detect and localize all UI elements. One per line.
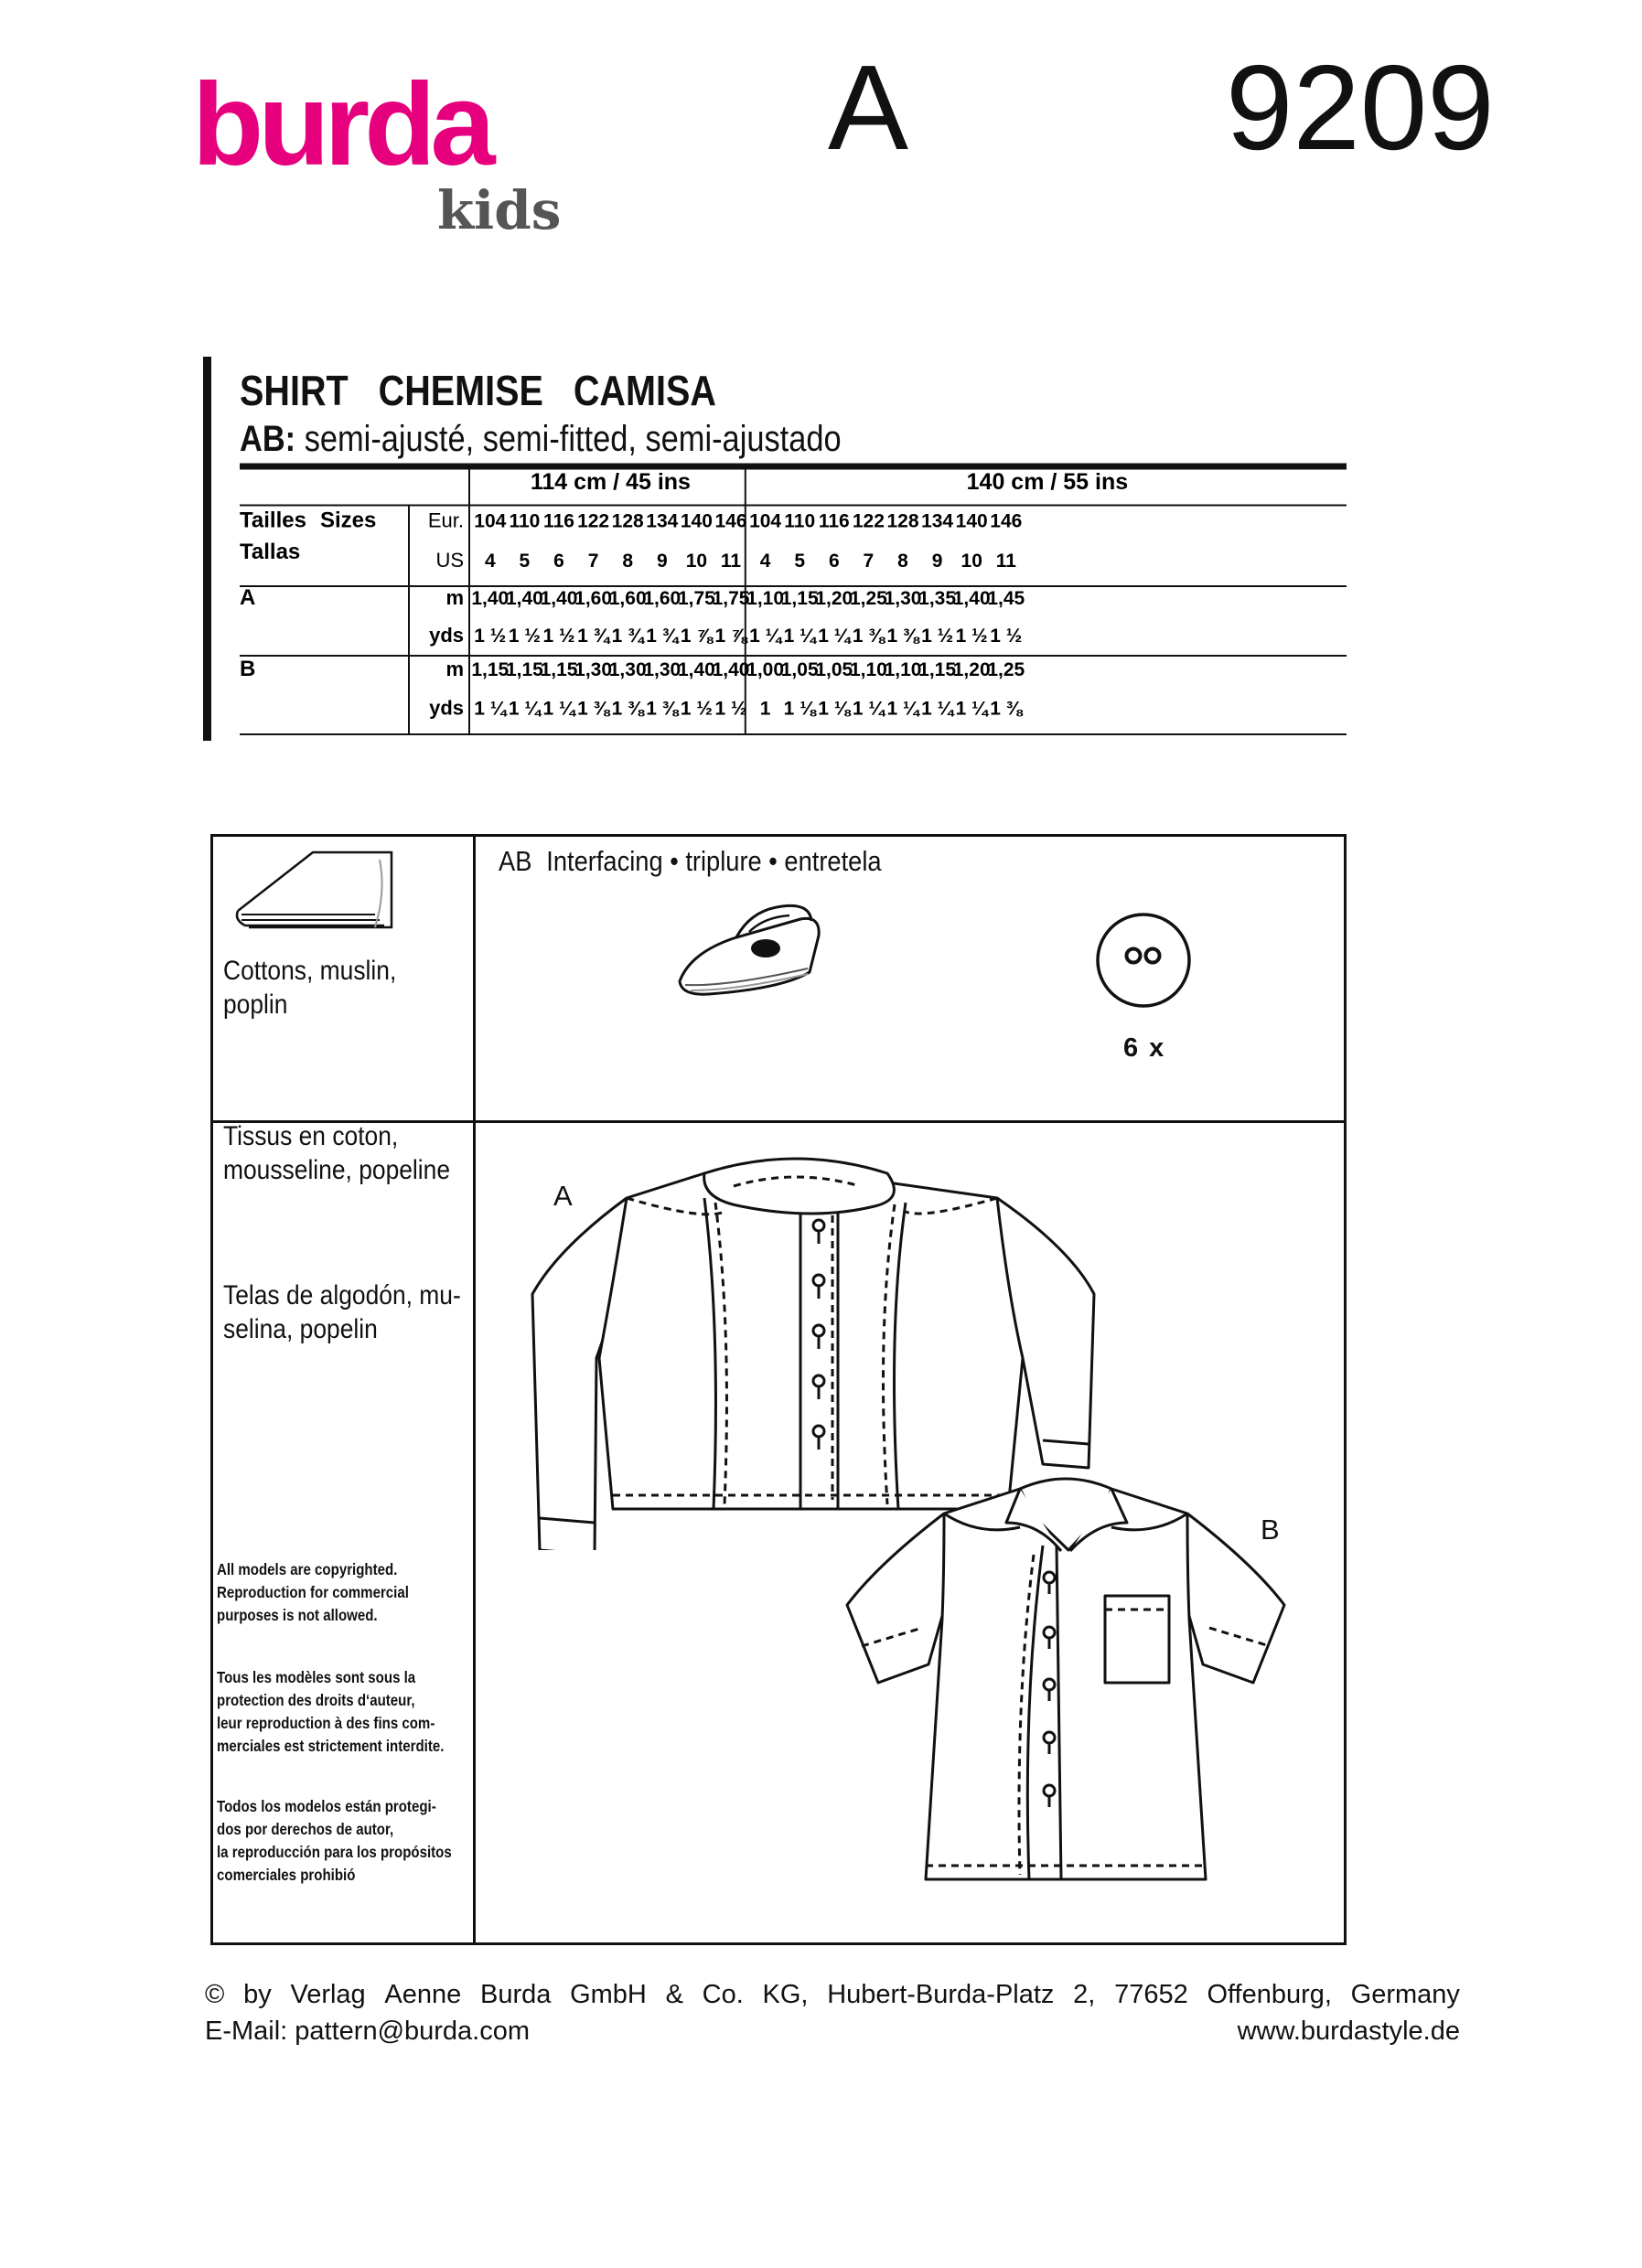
metre-value: 1,15 bbox=[540, 659, 578, 680]
eur-size: 116 bbox=[543, 510, 574, 532]
publisher-word: & bbox=[665, 1980, 683, 2009]
metre-value: 1,60 bbox=[643, 588, 681, 609]
yard-value: 1 ¼ bbox=[852, 698, 885, 720]
interfacing-view: AB bbox=[499, 845, 532, 877]
us-size: 8 bbox=[622, 551, 634, 572]
yard-value: 1 ½ bbox=[714, 698, 747, 720]
publisher-word: Verlag bbox=[290, 1980, 366, 2009]
publisher-word: Germany bbox=[1350, 1980, 1460, 2009]
metre-value: 1,75 bbox=[712, 588, 750, 609]
metre-value: 1,05 bbox=[780, 659, 819, 680]
us-size: 5 bbox=[519, 551, 531, 572]
yard-value: 1 ⅛ bbox=[818, 698, 851, 720]
publisher-word: KG, bbox=[762, 1980, 809, 2009]
metre-value: 1,15 bbox=[780, 588, 819, 609]
us-size: 11 bbox=[995, 551, 1016, 572]
us-label: US bbox=[435, 549, 464, 572]
yard-value: 1 ½ bbox=[921, 626, 954, 647]
yard-value: 1 ½ bbox=[680, 698, 713, 720]
metre-value: 1,60 bbox=[574, 588, 613, 609]
fabric-line: selina, popelin bbox=[223, 1314, 378, 1344]
metre-value: 1,10 bbox=[746, 588, 785, 609]
interfacing-note bbox=[499, 845, 882, 878]
yard-value: 1 ⅜ bbox=[577, 698, 610, 720]
button-count: 6 x bbox=[1123, 1033, 1166, 1063]
us-size: 6 bbox=[828, 551, 840, 572]
fabric-width-header: 140 cm / 55 ins bbox=[966, 469, 1129, 495]
us-size: 10 bbox=[961, 551, 982, 572]
fit-prefix: AB: bbox=[240, 419, 296, 459]
metre-value: 1,40 bbox=[471, 588, 510, 609]
us-size: 7 bbox=[587, 551, 599, 572]
eur-label: Eur. bbox=[427, 508, 464, 532]
publisher-word: Co. bbox=[702, 1980, 744, 2009]
fabric-line: Tissus en coton, bbox=[223, 1121, 399, 1151]
metre-value: 1,15 bbox=[918, 659, 957, 680]
yard-value: 1 ¾ bbox=[646, 626, 679, 647]
copyright-line: Todos los modelos están protegi- bbox=[217, 1797, 436, 1815]
yard-value: 1 ½ bbox=[508, 626, 541, 647]
website-link[interactable]: www.burdastyle.de bbox=[1237, 2017, 1460, 2046]
fabric-line: poplin bbox=[223, 990, 288, 1020]
yard-value: 1 ⅜ bbox=[852, 626, 885, 647]
sizes-label: Tallas bbox=[240, 540, 301, 564]
unit-label: m bbox=[445, 586, 464, 609]
yard-value: 1 ½ bbox=[990, 626, 1023, 647]
eur-size: 116 bbox=[818, 510, 850, 532]
eur-size: 122 bbox=[577, 510, 610, 532]
metre-value: 1,60 bbox=[608, 588, 647, 609]
button-icon bbox=[1093, 910, 1194, 1011]
us-size: 7 bbox=[863, 551, 875, 572]
view-a-label: A bbox=[553, 1180, 573, 1212]
yard-value: 1 ½ bbox=[474, 626, 507, 647]
yard-value: 1 ⅜ bbox=[886, 626, 919, 647]
copyright-line: Tous les modèles sont sous la bbox=[217, 1668, 416, 1686]
metre-value: 1,15 bbox=[505, 659, 543, 680]
publisher-word: 2, bbox=[1073, 1980, 1096, 2009]
publisher-word: GmbH bbox=[570, 1980, 647, 2009]
fit-subtitle bbox=[240, 419, 842, 460]
copyright-line: Reproduction for commercial bbox=[217, 1583, 409, 1601]
metre-value: 1,40 bbox=[505, 588, 543, 609]
copyright-line: la reproducción para los propósitos bbox=[217, 1843, 452, 1861]
contact-email: E-Mail: pattern@burda.com bbox=[205, 2017, 531, 2046]
yard-value: 1 ¼ bbox=[749, 626, 782, 647]
metre-value: 1,35 bbox=[918, 588, 957, 609]
copyright-line: purposes is not allowed. bbox=[217, 1606, 378, 1624]
eur-size: 140 bbox=[680, 510, 713, 532]
metre-value: 1,75 bbox=[677, 588, 715, 609]
metre-value: 1,30 bbox=[643, 659, 681, 680]
publisher-word: © bbox=[205, 1980, 225, 2009]
metre-value: 1,40 bbox=[677, 659, 715, 680]
metre-value: 1,30 bbox=[608, 659, 647, 680]
eur-size: 128 bbox=[886, 510, 919, 532]
copyright-line: protection des droits d‘auteur, bbox=[217, 1691, 415, 1709]
materials-divider-vertical bbox=[473, 834, 476, 1945]
fabric-suggestion-fr bbox=[223, 1119, 450, 1187]
us-size: 4 bbox=[484, 551, 496, 572]
us-size: 6 bbox=[553, 551, 564, 572]
burda-kids-logo bbox=[192, 73, 595, 238]
copyright-line: comerciales prohibió bbox=[217, 1866, 356, 1884]
yard-value: 1 ¼ bbox=[818, 626, 851, 647]
copyright-line: dos por derechos de autor, bbox=[217, 1820, 394, 1838]
fabric-line: Cottons, muslin, bbox=[223, 956, 397, 986]
yard-value: 1 ¼ bbox=[921, 698, 954, 720]
metre-value: 1,00 bbox=[746, 659, 785, 680]
eur-size: 134 bbox=[646, 510, 679, 532]
publisher-word: Burda bbox=[479, 1980, 552, 2009]
eur-size: 128 bbox=[611, 510, 644, 532]
unit-label: yds bbox=[429, 696, 464, 720]
yard-value: 1 ¾ bbox=[611, 626, 644, 647]
yard-value: 1 ⅞ bbox=[714, 626, 747, 647]
us-size: 4 bbox=[759, 551, 771, 572]
view-b-shirt-drawing bbox=[842, 1472, 1290, 1893]
fit-text: semi-ajusté, semi-fitted, semi-ajustado bbox=[295, 419, 842, 459]
us-size: 9 bbox=[931, 551, 943, 572]
yard-value: 1 ¼ bbox=[886, 698, 919, 720]
eur-size: 146 bbox=[990, 510, 1023, 532]
publisher-line bbox=[205, 1980, 1460, 2010]
yard-value: 1 ¼ bbox=[542, 698, 575, 720]
copyright-es bbox=[217, 1795, 452, 1887]
yard-value: 1 ⅞ bbox=[680, 626, 713, 647]
metre-value: 1,20 bbox=[815, 588, 853, 609]
metre-value: 1,20 bbox=[952, 659, 991, 680]
eur-size: 104 bbox=[749, 510, 782, 532]
garment-title: SHIRT CHEMISE CAMISA bbox=[240, 367, 716, 414]
yard-value: 1 ¼ bbox=[474, 698, 507, 720]
publisher-word: Aenne bbox=[384, 1980, 462, 2009]
eur-size: 122 bbox=[852, 510, 885, 532]
yard-value: 1 bbox=[759, 698, 771, 720]
yard-value: 1 ⅜ bbox=[611, 698, 644, 720]
title-sidebar-rule bbox=[203, 357, 211, 741]
view-b-label: B bbox=[1261, 1514, 1280, 1546]
publisher-word: by bbox=[243, 1980, 272, 2009]
yardage-table bbox=[240, 462, 1347, 736]
fabric-width-header: 114 cm / 45 ins bbox=[530, 469, 691, 495]
eur-size: 146 bbox=[714, 510, 747, 532]
metre-value: 1,30 bbox=[884, 588, 922, 609]
metre-value: 1,25 bbox=[987, 659, 1025, 680]
fabric-suggestion-en bbox=[223, 954, 396, 1022]
metre-value: 1,15 bbox=[471, 659, 510, 680]
yard-value: 1 ½ bbox=[542, 626, 575, 647]
copyright-line: All models are copyrighted. bbox=[217, 1560, 398, 1578]
us-size: 5 bbox=[794, 551, 806, 572]
fabric-bolt-icon bbox=[229, 841, 402, 933]
metre-value: 1,40 bbox=[952, 588, 991, 609]
yard-value: 1 ¼ bbox=[955, 698, 988, 720]
copyright-line: merciales est strictement interdite. bbox=[217, 1737, 445, 1755]
sizes-label: Sizes bbox=[320, 508, 377, 533]
yard-value: 1 ¾ bbox=[577, 626, 610, 647]
svg-text:kids: kids bbox=[437, 179, 562, 238]
metre-value: 1,25 bbox=[849, 588, 887, 609]
yard-value: 1 ⅜ bbox=[990, 698, 1023, 720]
eur-size: 140 bbox=[955, 510, 988, 532]
publisher-word: Offenburg, bbox=[1207, 1980, 1332, 2009]
eur-size: 110 bbox=[784, 510, 816, 532]
materials-divider-right bbox=[473, 1120, 1347, 1123]
yard-value: 1 ¼ bbox=[508, 698, 541, 720]
metre-value: 1,05 bbox=[815, 659, 853, 680]
yard-value: 1 ½ bbox=[955, 626, 988, 647]
metre-value: 1,40 bbox=[712, 659, 750, 680]
fabric-suggestion-es bbox=[223, 1278, 461, 1346]
pattern-variant: A bbox=[828, 40, 909, 175]
svg-text:burda: burda bbox=[192, 73, 490, 190]
pattern-number: 9209 bbox=[1226, 40, 1495, 175]
us-size: 9 bbox=[656, 551, 668, 572]
metre-value: 1,10 bbox=[849, 659, 887, 680]
eur-size: 134 bbox=[921, 510, 954, 532]
publisher-word: 77652 bbox=[1114, 1980, 1188, 2009]
eur-size: 110 bbox=[509, 510, 541, 532]
us-size: 11 bbox=[720, 551, 742, 572]
sizes-label: Tailles bbox=[240, 508, 306, 533]
copyright-fr bbox=[217, 1666, 444, 1758]
interfacing-text: Interfacing • triplure • entretela bbox=[546, 845, 882, 877]
publisher-word: Hubert-Burda-Platz bbox=[827, 1980, 1055, 2009]
fabric-line: mousseline, popeline bbox=[223, 1155, 451, 1185]
view-row-label: B bbox=[240, 657, 256, 681]
copyright-en bbox=[217, 1558, 409, 1627]
eur-size: 104 bbox=[474, 510, 507, 532]
copyright-line: leur reproduction à des fins com- bbox=[217, 1714, 435, 1732]
metre-value: 1,10 bbox=[884, 659, 922, 680]
unit-label: m bbox=[445, 658, 464, 680]
iron-icon bbox=[672, 901, 828, 1001]
view-row-label: A bbox=[240, 585, 256, 610]
yard-value: 1 ⅜ bbox=[646, 698, 679, 720]
metre-value: 1,30 bbox=[574, 659, 613, 680]
metre-value: 1,45 bbox=[987, 588, 1025, 609]
us-size: 10 bbox=[685, 551, 708, 572]
unit-label: yds bbox=[429, 624, 464, 647]
metre-value: 1,40 bbox=[540, 588, 578, 609]
fabric-line: Telas de algodón, mu- bbox=[223, 1280, 461, 1311]
yard-value: 1 ⅛ bbox=[783, 698, 816, 720]
yard-value: 1 ¼ bbox=[783, 626, 816, 647]
us-size: 8 bbox=[897, 551, 908, 572]
